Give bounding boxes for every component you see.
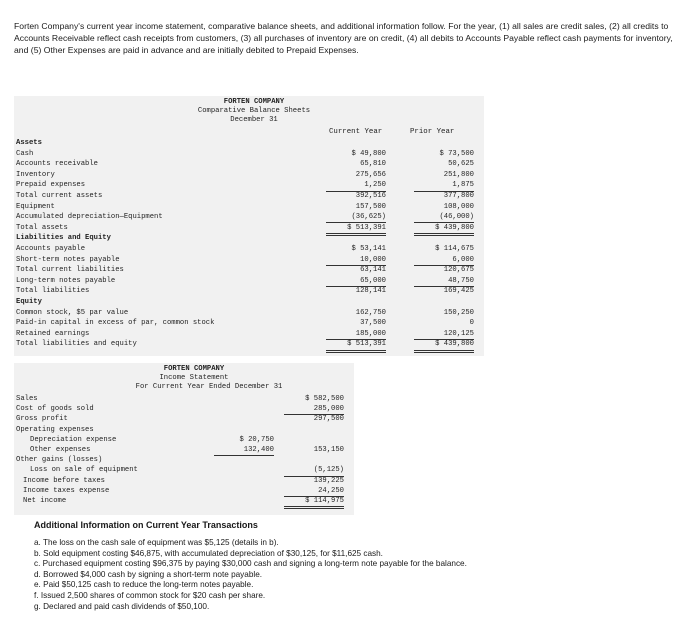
bs-row-label: Paid-in capital in excess of par, common stock	[16, 319, 215, 328]
bs-row-label: Common stock, $5 par value	[16, 308, 129, 317]
bs-row-prior: 169,425	[443, 287, 474, 296]
additional-info-item: g. Declared and paid cash dividends of $50,100.	[34, 601, 210, 611]
bs-row-prior: $ 73,500	[439, 149, 474, 158]
bs-row-current: 157,500	[355, 202, 386, 211]
bs-row-label: Total liabilities and equity	[16, 340, 137, 349]
bs-row-prior: 108,000	[443, 202, 474, 211]
bs-row-label: Long-term notes payable	[16, 276, 116, 285]
additional-info-title: Additional Information on Current Year Transactions	[34, 520, 258, 530]
bs-row-label: Liabilities and Equity	[16, 234, 111, 243]
is-row-inner: $ 20,750	[239, 435, 274, 444]
bs-row-prior: 0	[469, 319, 474, 328]
bs-row-label: Retained earnings	[16, 329, 90, 338]
bs-row-current: 128,141	[355, 287, 386, 296]
additional-info-item: d. Borrowed $4,000 cash by signing a short-term note payable.	[34, 569, 263, 579]
additional-info-list	[34, 538, 674, 612]
income-statement	[14, 363, 354, 515]
bs-row-current: 392,516	[355, 192, 386, 200]
additional-info-item: f. Issued 2,500 shares of common stock for $20 cash per share.	[34, 590, 266, 600]
is-row-label: Gross profit	[16, 415, 68, 424]
additional-info-item: e. Paid $50,125 cash to reduce the long-term notes payable.	[34, 580, 254, 590]
bs-row-label: Inventory	[16, 170, 55, 179]
is-row-outer: $ 582,500	[305, 395, 344, 403]
bs-row-prior: 377,800	[443, 192, 474, 200]
bs-row-prior: 1,875	[414, 181, 474, 191]
bs-row-label: Prepaid expenses	[16, 181, 86, 190]
bs-row-prior: (46,000)	[414, 213, 474, 223]
bs-row-prior: 6,000	[414, 256, 474, 266]
bs-row-label: Cash	[16, 149, 34, 158]
bs-row-prior: $ 114,675	[435, 245, 474, 253]
bs-col-current: Current Year	[329, 128, 383, 136]
is-row-label: Sales	[16, 395, 38, 403]
bs-row-current: 37,500	[360, 319, 386, 328]
bs-row-current: 1,250	[326, 181, 386, 191]
bs-row-prior: 120,125	[414, 330, 474, 340]
bs-row-label: Assets	[16, 139, 42, 147]
is-row-outer: 297,500	[313, 415, 344, 424]
bs-row-current: (36,625)	[326, 213, 386, 223]
additional-info-item: a. The loss on the cash sale of equipment was $5,125 (details in b).	[34, 538, 279, 547]
bs-row-prior: 50,625	[448, 160, 474, 169]
is-row-outer: 153,150	[313, 446, 344, 454]
balance-sheet	[14, 96, 484, 356]
bs-row-label: Accounts payable	[16, 245, 86, 253]
is-row-outer: 139,225	[313, 476, 344, 485]
bs-row-current: $ 53,141	[351, 245, 386, 253]
bs-row-label: Total current assets	[16, 192, 103, 200]
is-row-outer: 24,250	[284, 487, 344, 497]
is-row-label: Operating expenses	[16, 425, 94, 434]
intro-paragraph: Forten Company's current year income statement, comparative balance sheets, and additional information follow. For the year, (1) all sales are credit sales, (2) all credits to Accounts Receivable reflect cash receipts from customers, (3) all purchases of inventory are on credit, (4) all debits to Accounts Payable reflect cash payments for inventory, and (5) Other Expenses are paid in advance and are initially debited to Prepaid Expenses.	[14, 21, 673, 55]
bs-row-current: 185,000	[326, 330, 386, 340]
is-title: Income Statement	[159, 374, 229, 382]
bs-row-label: Total liabilities	[16, 287, 90, 296]
bs-row-current: 65,810	[360, 160, 386, 169]
is-row-label: Cost of goods sold	[16, 405, 94, 414]
is-company: FORTEN COMPANY	[163, 365, 225, 373]
is-row-label: Loss on sale of equipment	[30, 466, 138, 475]
bs-row-current: 63,141	[360, 266, 386, 275]
bs-row-current: $ 513,391	[326, 224, 386, 236]
bs-row-label: Accumulated depreciation—Equipment	[16, 213, 163, 222]
bs-row-prior: $ 439,800	[414, 340, 474, 352]
bs-row-prior: 120,675	[443, 266, 474, 275]
bs-row-current: 162,750	[355, 308, 386, 317]
is-row-label: Other gains (losses)	[16, 456, 103, 465]
bs-row-current: 10,000	[326, 256, 386, 266]
is-date: For Current Year Ended December 31	[135, 383, 283, 391]
bs-row-prior: $ 439,800	[414, 224, 474, 236]
bs-row-prior: 251,800	[443, 170, 474, 179]
is-row-label: Net income	[23, 497, 67, 505]
bs-row-current: 65,000	[326, 277, 386, 287]
is-row-label: Depreciation expense	[30, 435, 117, 444]
bs-row-current: 275,656	[355, 170, 386, 179]
bs-row-label: Total current liabilities	[16, 266, 124, 275]
bs-row-prior: 48,750	[414, 277, 474, 287]
bs-company: FORTEN COMPANY	[223, 98, 285, 106]
bs-row-label: Short-term notes payable	[16, 255, 120, 264]
bs-col-prior: Prior Year	[410, 128, 455, 136]
is-row-label: Income before taxes	[23, 476, 105, 485]
additional-info-item: c. Purchased equipment costing $96,375 by paying $30,000 cash and signing a long-term note payable for the balance.	[34, 559, 467, 569]
bs-row-current: $ 513,391	[326, 340, 386, 352]
bs-row-prior: 150,250	[443, 308, 474, 317]
bs-row-current: $ 49,800	[351, 149, 386, 158]
is-row-outer: $ 114,975	[284, 497, 344, 509]
is-row-label: Income taxes expense	[23, 486, 110, 495]
bs-title: Comparative Balance Sheets	[197, 107, 311, 115]
bs-row-label: Equity	[16, 298, 42, 306]
bs-row-label: Accounts receivable	[16, 160, 98, 169]
is-row-label: Other expenses	[30, 446, 91, 454]
additional-info-item: b. Sold equipment costing $46,875, with accumulated depreciation of $30,125, for $11,625 cash.	[34, 548, 383, 558]
bs-date: December 31	[230, 116, 278, 124]
is-row-outer: 285,000	[284, 405, 344, 415]
bs-row-label: Equipment	[16, 202, 55, 211]
is-row-inner: 132,400	[214, 446, 274, 456]
is-row-outer: (5,125)	[284, 466, 344, 476]
bs-row-label: Total assets	[16, 223, 68, 232]
